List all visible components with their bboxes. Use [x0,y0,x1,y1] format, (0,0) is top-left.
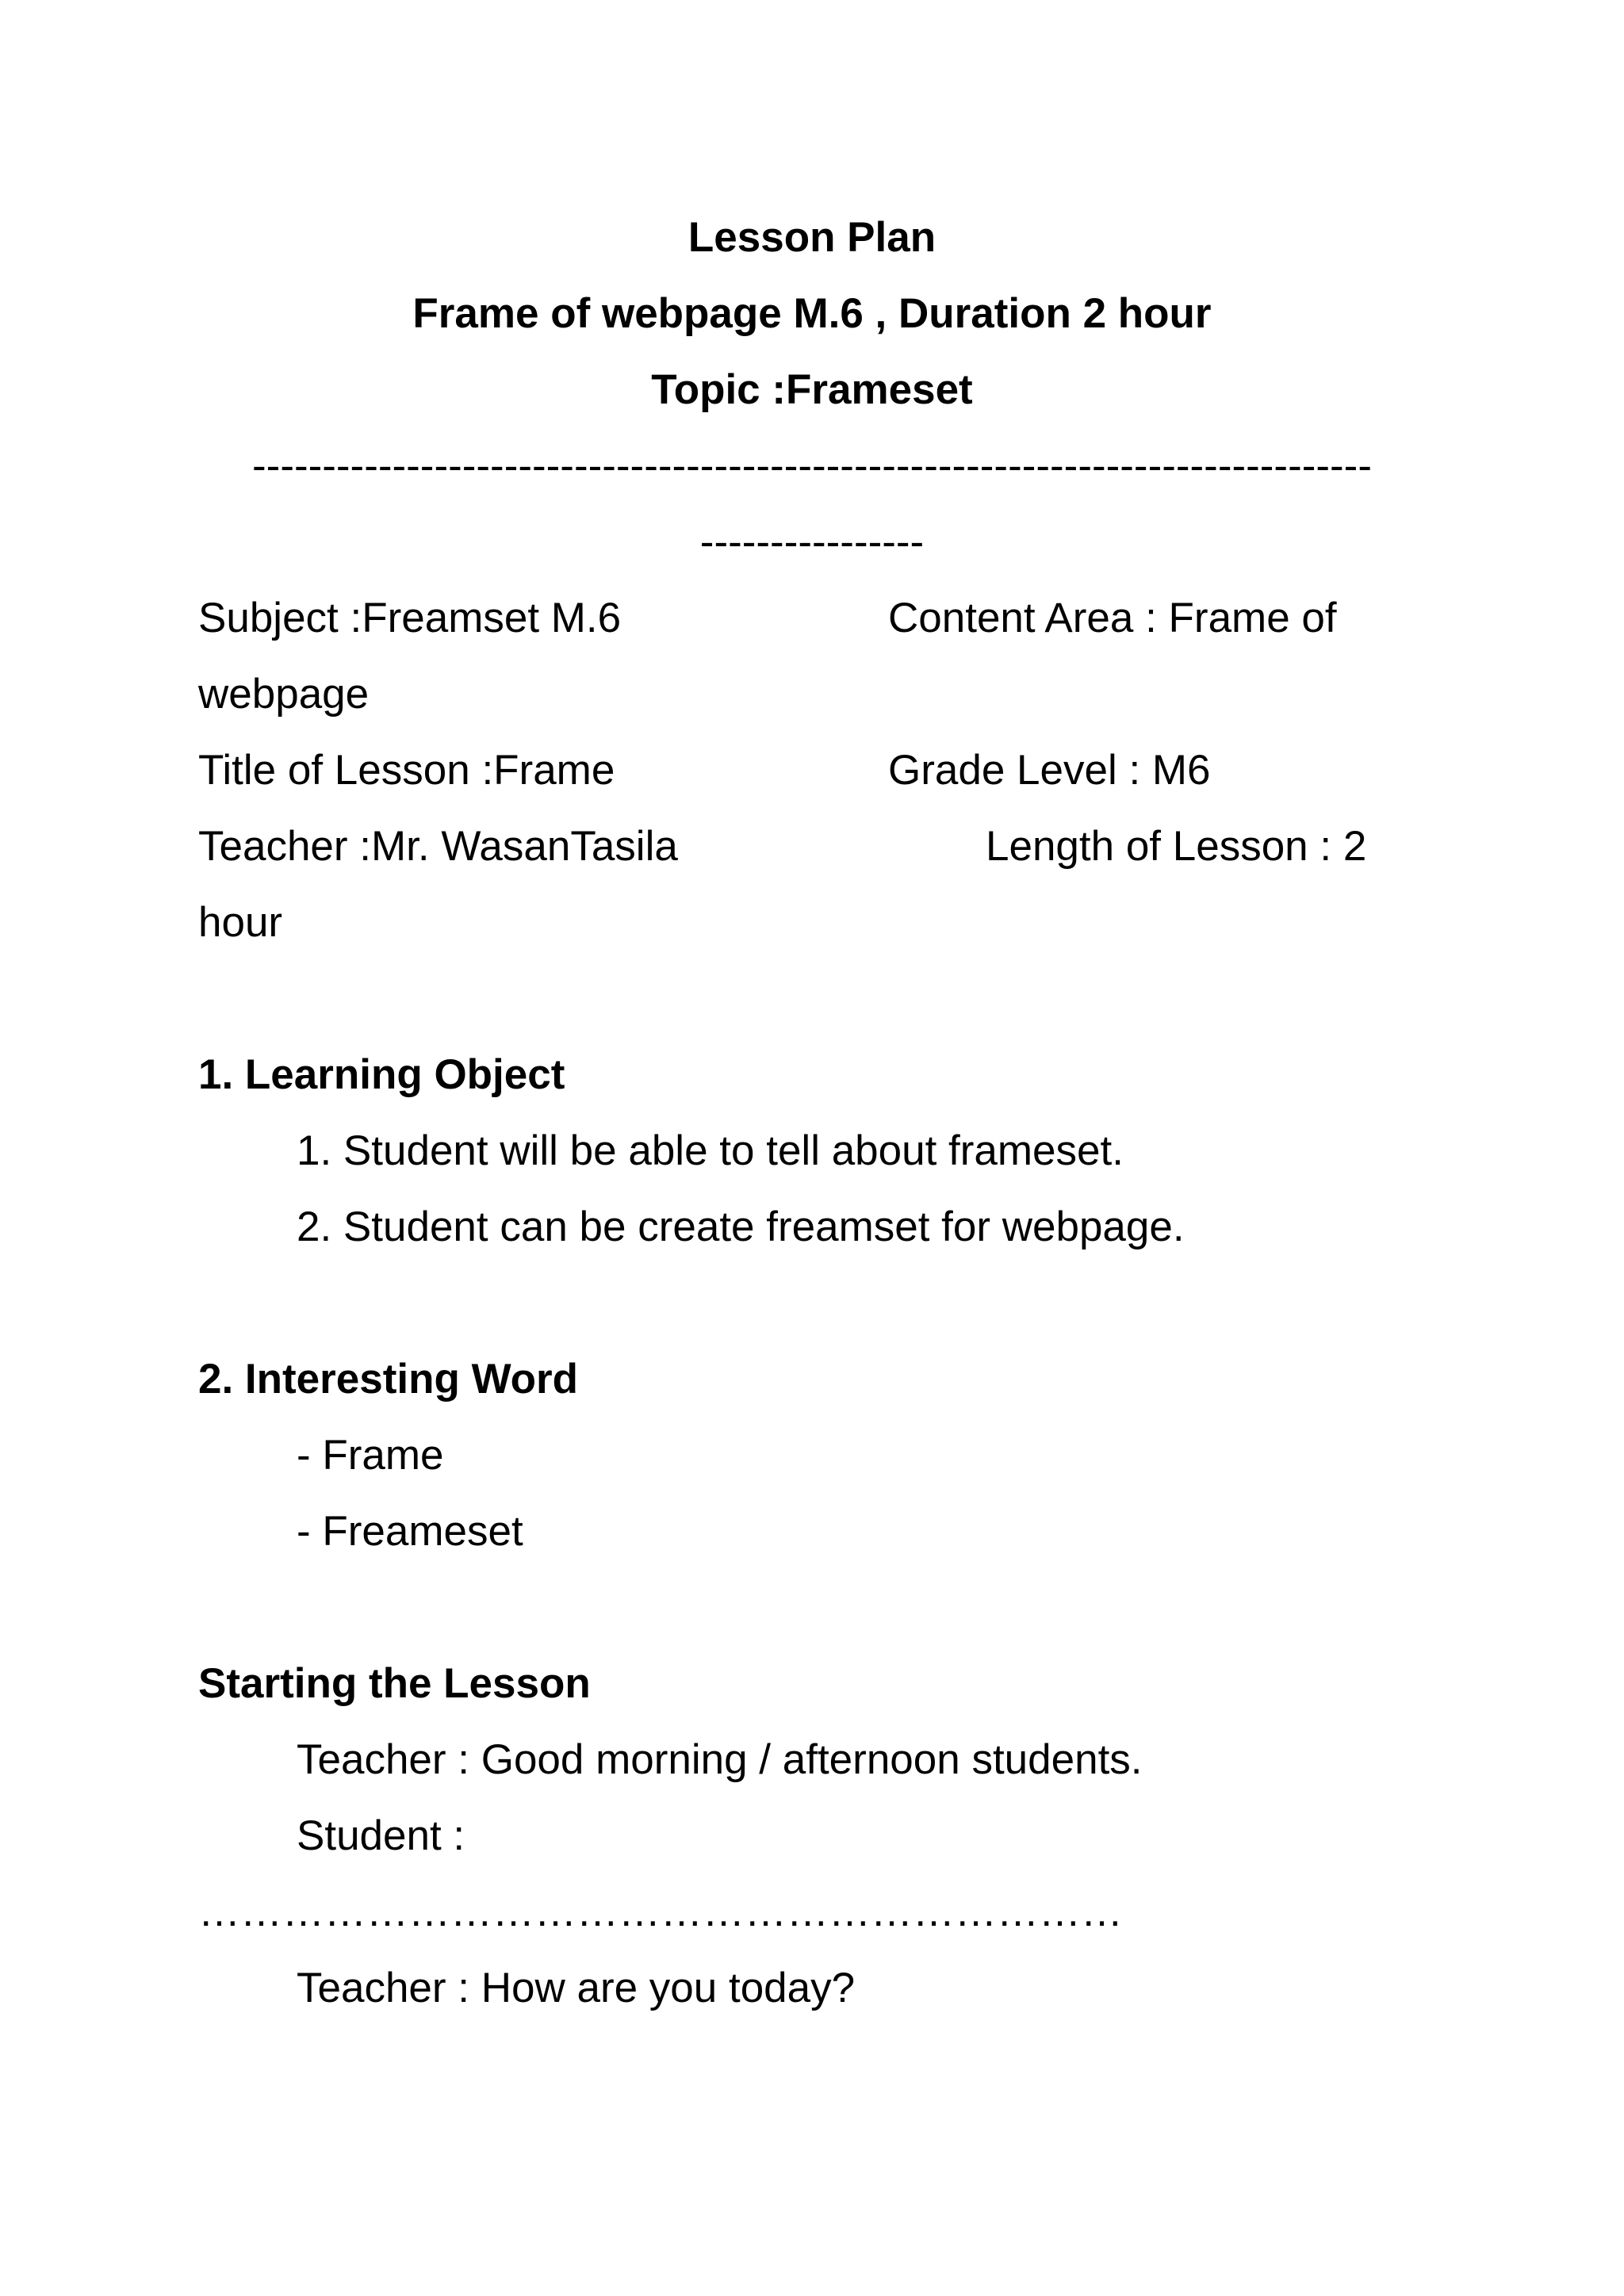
document-topic: Topic :Frameset [651,366,973,413]
section-heading-learning-object: 1. Learning Object [198,1051,565,1098]
section-heading-starting-lesson: Starting the Lesson [198,1660,591,1707]
content-area-field: Content Area : Frame of [888,595,1337,641]
content-area-continued: webpage [198,671,370,718]
section-heading-interesting-word: 2. Interesting Word [198,1356,579,1402]
teacher-field: Teacher :Mr. WasanTasila [198,823,678,870]
separator-line: -------------------------------------------------------------------------------- [252,442,1372,489]
grade-level-field: Grade Level : M6 [888,747,1211,794]
answer-blank-line: ………………………………………………………… [198,1888,1123,1935]
list-item: 1. Student will be able to tell about frameset. [297,1127,1124,1174]
separator-line-continued: ---------------- [699,519,925,565]
length-of-lesson-continued: hour [198,899,283,946]
dialogue-line: Teacher : Good morning / afternoon students. [297,1736,1143,1783]
dialogue-line: Student : [297,1812,465,1859]
title-of-lesson-field: Title of Lesson :Frame [198,747,615,794]
document-title: Lesson Plan [688,214,936,261]
list-item: 2. Student can be create freamset for webpage. [297,1203,1185,1250]
subject-field: Subject :Freamset M.6 [198,595,622,641]
list-item: - Frame [297,1432,444,1479]
document-subtitle: Frame of webpage M.6 , Duration 2 hour [412,290,1212,337]
length-of-lesson-field: Length of Lesson : 2 [986,823,1367,870]
list-item: - Freameset [297,1508,523,1555]
dialogue-line: Teacher : How are you today? [297,1965,856,2011]
